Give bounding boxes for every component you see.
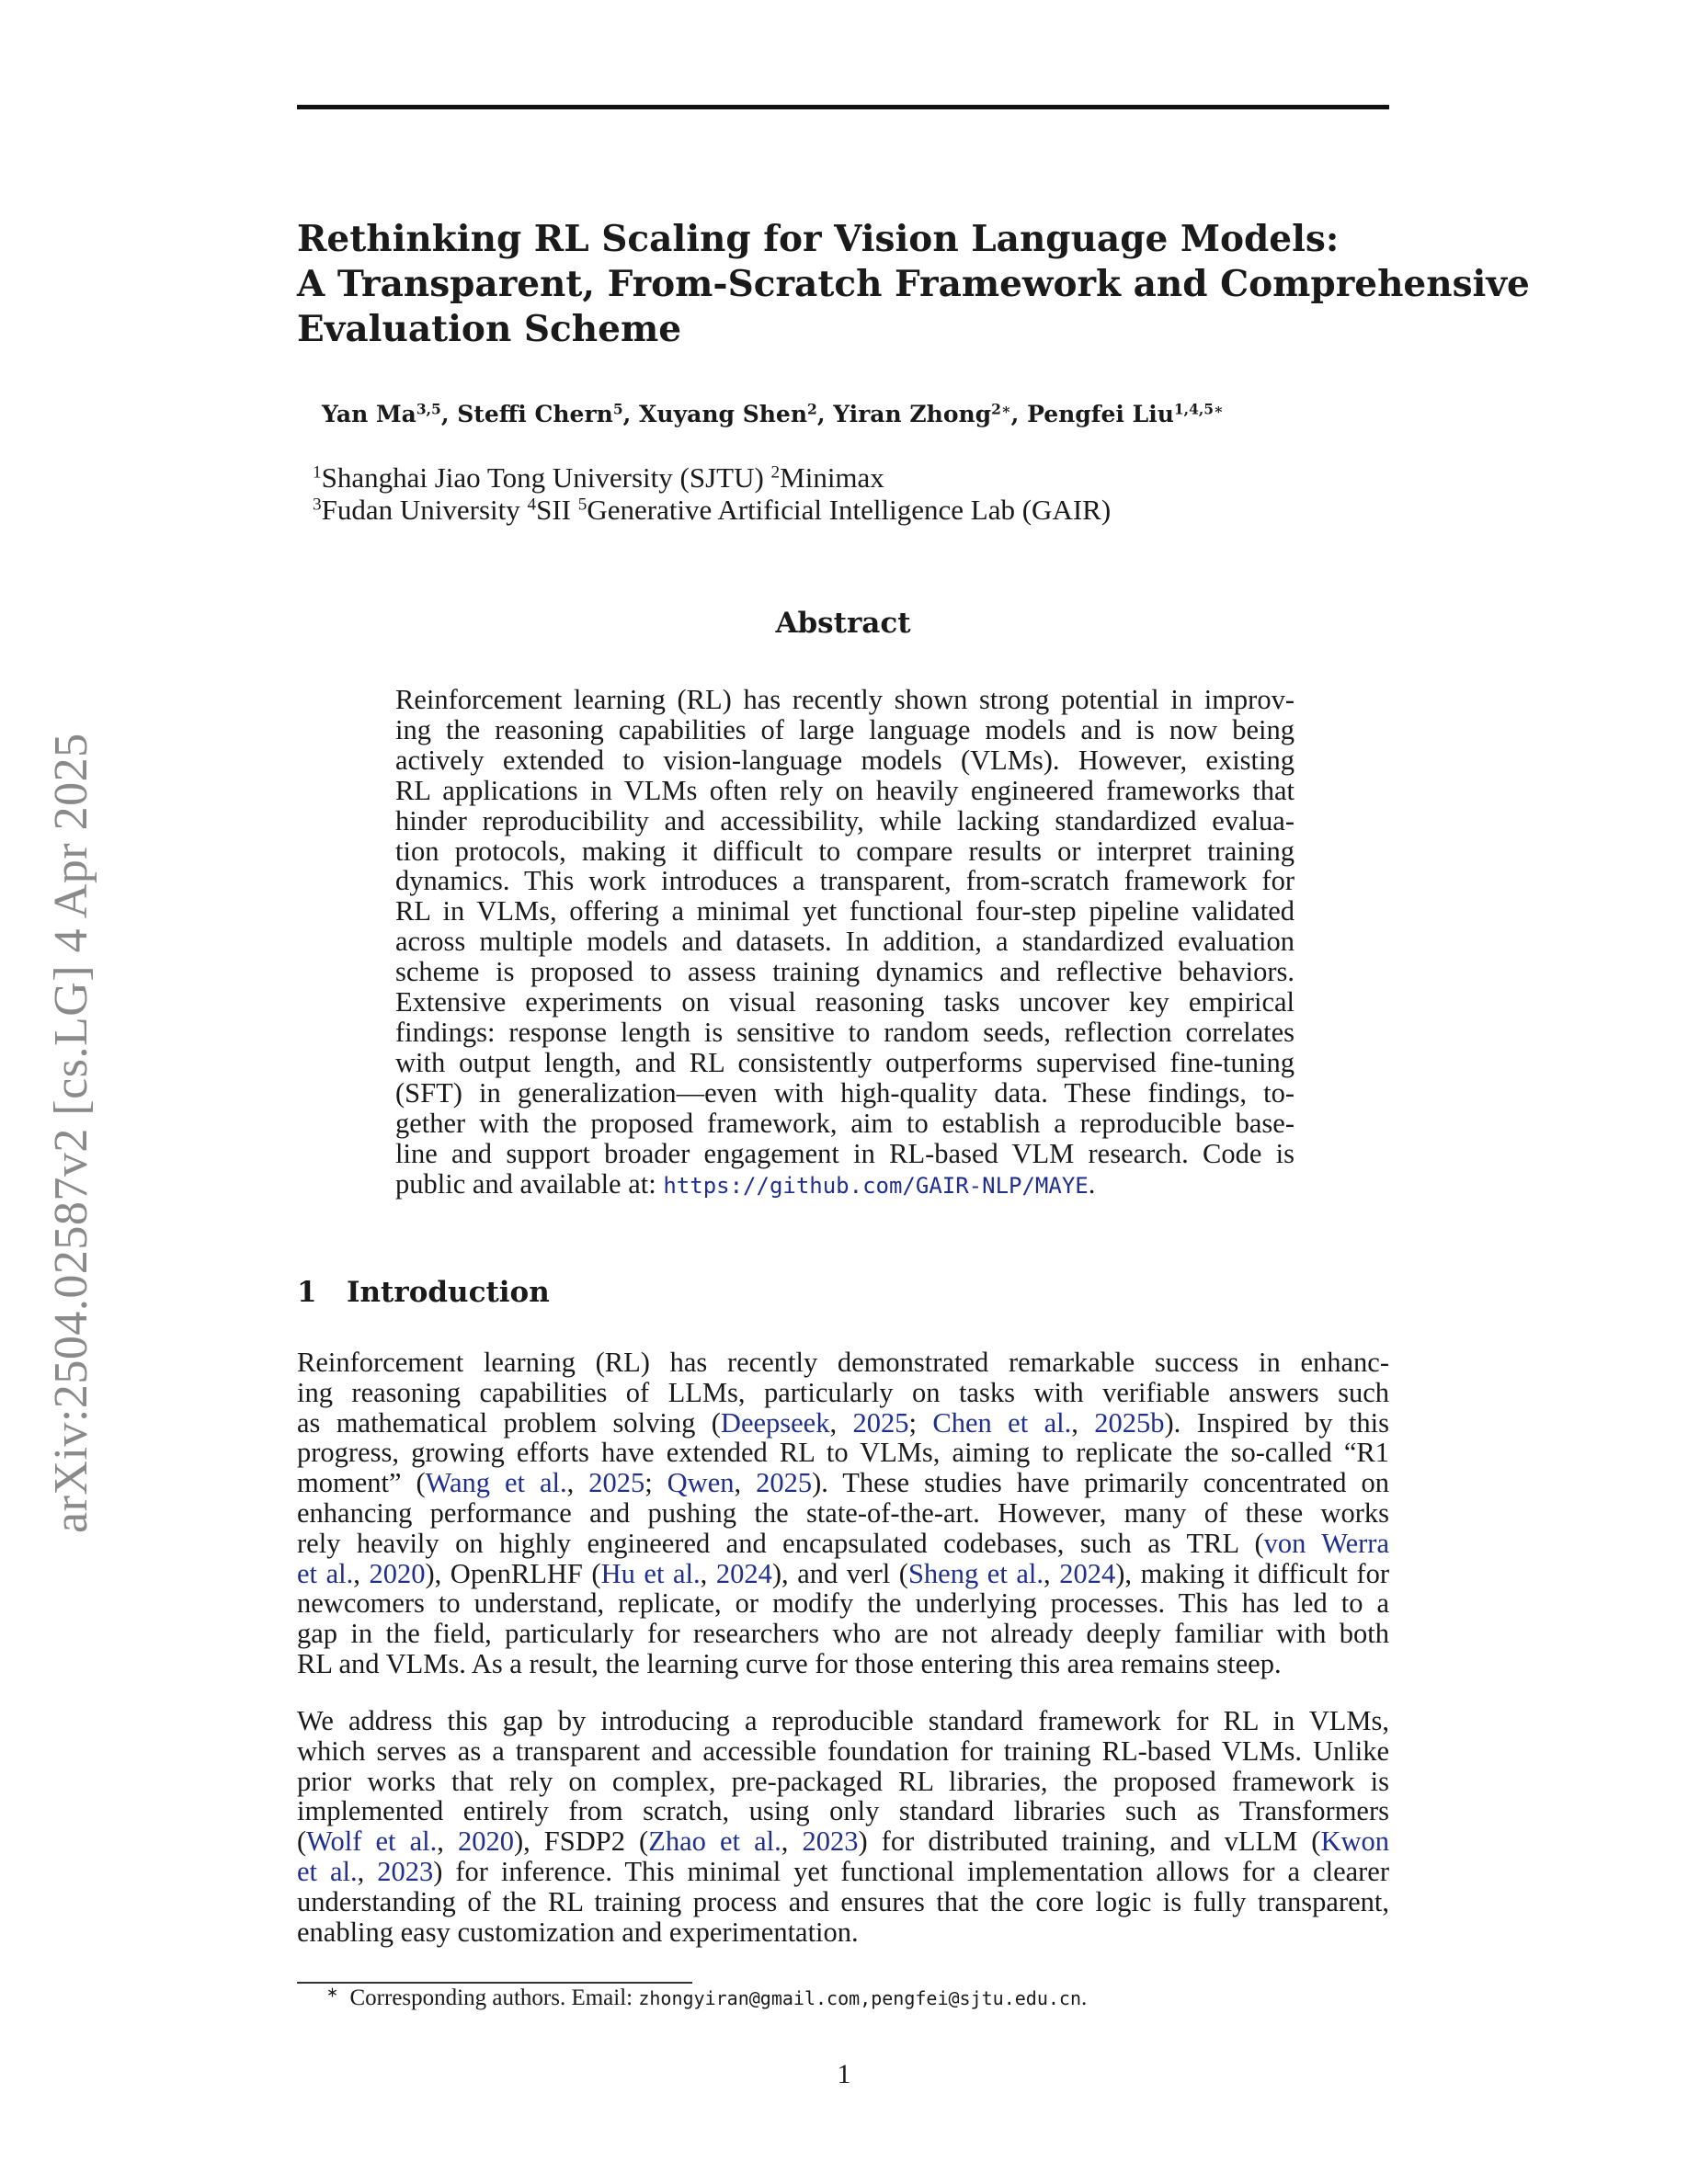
abstract-line: Reinforcement learning (RL) has recently shown strong potential in improv- [395,684,1295,715]
footnote-rule [297,1982,692,1984]
email-addresses: zhongyiran@gmail.com,pengfei@sjtu.edu.cn [638,1987,1081,2009]
citation-link[interactable]: Qwen [667,1467,735,1499]
citation-link[interactable]: Chen et al. [932,1406,1072,1439]
text-line: et al., 2020), OpenRLHF (Hu et al., 2024), and verl (Sheng et al., 2024), making it difficult for [297,1557,1389,1589]
abstract-line: across multiple models and datasets. In addition, a standardized evaluation [395,926,1295,958]
text-line: which serves as a transparent and accessible foundation for training RL-based VLMs. Unlike [297,1735,1389,1767]
intro-paragraph-2 [297,1706,1389,1947]
abstract-line: with output length, and RL consistently outperforms supervised fine-tuning [395,1046,1295,1078]
abstract-line: gether with the proposed framework, aim to establish a reproducible base- [395,1107,1295,1139]
arxiv-identifier: arXiv:2504.02587v2 [cs.LG] 4 Apr 2025 [45,733,97,1533]
citation-link[interactable]: 2024 [1059,1557,1116,1589]
citation-link[interactable]: et al. [297,1557,354,1589]
citation-link[interactable]: 2025 [588,1467,645,1499]
abstract-line: (SFT) in generalization—even with high-quality data. These findings, to- [395,1076,1295,1109]
abstract-body [395,685,1295,1200]
author: Xuyang Shen$^2$, [639,400,834,427]
title-line: Evaluation Scheme [297,308,682,350]
abstract-line: ing the reasoning capabilities of large language models and is now being [395,713,1295,745]
citation-link[interactable]: von Werra [1263,1527,1389,1559]
text-line: enabling easy customization and experimentation. [297,1916,859,1948]
text-line: RL and VLMs. As a result, the learning curve for those entering this area remains steep. [297,1647,1282,1679]
abstract-line: scheme is proposed to assess training dynamics and reflective behaviors. [395,956,1295,988]
code-link[interactable]: https://github.com/GAIR-NLP/MAYE [663,1172,1089,1199]
abstract-line: findings: response length is sensitive to random seeds, reflection correlates [395,1016,1295,1048]
author: Yiran Zhong$^{2∗}$, [833,400,1028,427]
citation-link[interactable]: Kwon [1320,1826,1390,1858]
citation-link[interactable]: et al. [297,1855,358,1887]
abstract-line: RL in VLMs, offering a minimal yet functional four-step pipeline validated [395,895,1295,927]
text-line: as mathematical problem solving (Deepseek, 2025; Chen et al., 2025b). Inspired by this [297,1406,1390,1439]
text-line: enhancing performance and pushing the state-of-the-art. However, many of these works [297,1496,1389,1529]
affiliation-line: $^1$Shanghai Jiao Tong University (SJTU) $^2$Minimax [313,461,884,494]
intro-paragraph-1 [297,1348,1389,1679]
abstract-line: RL applications in VLMs often rely on heavily engineered frameworks that [395,774,1295,806]
text-line: We address this gap by introducing a reproducible standard framework for RL in VLMs, [297,1705,1389,1736]
abstract-line: dynamics. This work introduces a transparent, from-scratch framework for [395,865,1295,897]
text-line: (Wolf et al., 2020), FSDP2 (Zhao et al., 2023) for distributed training, and vLLM (Kwon [297,1826,1390,1858]
citation-link[interactable]: 2024 [715,1557,772,1589]
text-line: prior works that rely on complex, pre-packaged RL libraries, the proposed framework is [297,1765,1389,1797]
citation-link[interactable]: Sheng et al. [907,1557,1044,1589]
text-line: gap in the field, particularly for researchers who are not already deeply familiar with both [297,1618,1389,1650]
citation-link[interactable]: Hu et al. [600,1557,701,1589]
abstract-line: tion protocols, making it difficult to compare results or interpret training [395,835,1295,867]
paper-title [297,217,1530,352]
author: Pengfei Liu$^{1,4,5∗}$ [1027,400,1224,427]
text-line: moment” (Wang et al., 2025; Qwen, 2025). These studies have primarily concentrated on [297,1467,1390,1499]
author: Steffi Chern$^5$, [457,400,640,427]
citation-link[interactable]: 2020 [457,1826,514,1858]
text-line: newcomers to understand, replicate, or modify the underlying processes. This has led to a [297,1587,1389,1620]
citation-link[interactable]: 2025b [1094,1406,1165,1439]
text-line: understanding of the RL training process and ensures that the core logic is fully transparent, [297,1885,1389,1917]
abstract-line: actively extended to vision-language models (VLMs). However, existing [395,744,1295,776]
author: Yan Ma$^{3,5}$, [322,400,458,427]
section-heading: 1 Introduction [297,1276,550,1309]
abstract-line: line and support broader engagement in RL-based VLM research. Code is [395,1137,1295,1169]
text-line: progress, growing efforts have extended RL to VLMs, aiming to replicate the so-called “R1 [297,1437,1389,1469]
citation-link[interactable]: 2025 [852,1406,909,1439]
abstract-heading: Abstract [775,607,911,640]
abstract-last-line: public and available at: https://github.com/GAIR-NLP/MAYE. [395,1167,1096,1200]
text-line: rely heavily on highly engineered and encapsulated codebases, such as TRL (von Werra [297,1527,1389,1559]
title-line: Rethinking RL Scaling for Vision Language Models: [297,218,1340,260]
header-rule [297,105,1389,109]
text-line: ing reasoning capabilities of LLMs, particularly on tasks with verifiable answers such [297,1376,1389,1408]
citation-link[interactable]: Zhao et al. [648,1826,781,1858]
text-line: et al., 2023) for inference. This minimal yet functional implementation allows for a clearer [297,1855,1389,1887]
affiliation-line: $^3$Fudan University $^4$SII $^5$Generative Artificial Intelligence Lab (GAIR) [313,494,1112,526]
page-number: 1 [837,2059,851,2089]
citation-link[interactable]: 2023 [377,1855,434,1887]
citation-link[interactable]: 2023 [802,1826,859,1858]
citation-link[interactable]: Wang et al. [425,1467,567,1499]
abstract-line: hinder reproducibility and accessibility, while lacking standardized evalua- [395,804,1295,836]
citation-link[interactable]: 2020 [369,1557,426,1589]
text-line: Reinforcement learning (RL) has recently demonstrated remarkable success in enhanc- [297,1347,1389,1378]
text-line: implemented entirely from scratch, using only standard libraries such as Transformers [297,1795,1389,1827]
footnote: ∗ Corresponding authors. Email: zhongyiran@gmail.com,pengfei@sjtu.edu.cn. [326,1985,1088,2010]
title-line: A Transparent, From-Scratch Framework and Comprehensive [297,263,1530,305]
author-list [322,401,1333,427]
abstract-line: Extensive experiments on visual reasoning tasks uncover key empirical [395,986,1295,1018]
citation-link[interactable]: 2025 [756,1467,813,1499]
citation-link[interactable]: Deepseek [720,1406,830,1439]
citation-link[interactable]: Wolf et al. [306,1826,438,1858]
